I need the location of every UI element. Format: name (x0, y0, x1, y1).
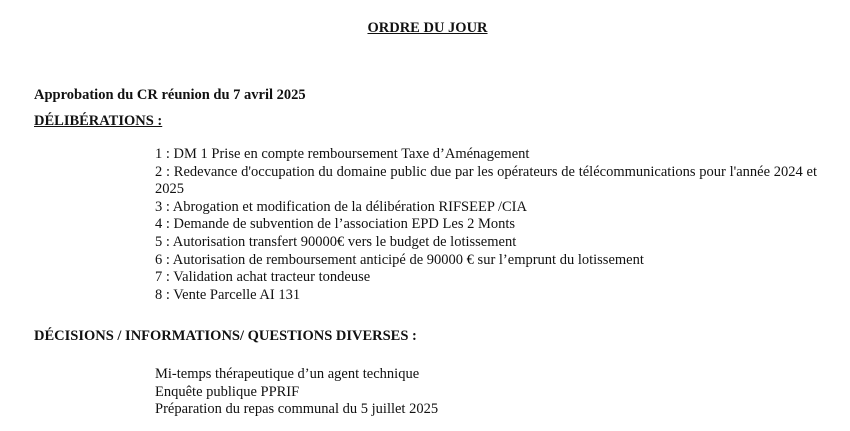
deliberation-item-5: 5 : Autorisation transfert 90000€ vers le budget de lotissement (155, 233, 517, 250)
deliberation-item-2: 2 : Redevance d'occupation du domaine public due par les opérateurs de télécommunications pour l'année 2024 et 2025 (155, 163, 817, 198)
deliberation-item-1: 1 : DM 1 Prise en compte remboursement Taxe d’Aménagement (155, 146, 530, 162)
deliberation-item-6: 6 : Autorisation de remboursement anticipé de 90000 € sur l’emprunt du lotissement (155, 251, 644, 268)
document-title-text: ORDRE DU JOUR (367, 20, 488, 36)
decisions-heading: DÉCISIONS / INFORMATIONS/ QUESTIONS DIVERSES : (34, 328, 417, 344)
deliberation-item-3: 3 : Abrogation et modification de la délibération RIFSEEP /CIA (155, 198, 527, 215)
decision-item-2: Enquête publique PPRIF (155, 383, 300, 400)
deliberations-heading: DÉLIBÉRATIONS : (34, 113, 163, 129)
decision-item-1: Mi-temps thérapeutique d’un agent technique (155, 366, 420, 382)
decisions-list (155, 366, 438, 419)
deliberation-item-7: 7 : Validation achat tracteur tondeuse (155, 269, 371, 286)
approbation-line: Approbation du CR réunion du 7 avril 2025 (34, 87, 306, 103)
document-title (0, 20, 850, 37)
decision-item-3: Préparation du repas communal du 5 juillet 2025 (155, 401, 439, 418)
deliberations-list (155, 146, 817, 304)
deliberation-item-8: 8 : Vente Parcelle AI 131 (155, 286, 301, 303)
deliberation-item-4: 4 : Demande de subvention de l’association EPD Les 2 Monts (155, 216, 516, 233)
